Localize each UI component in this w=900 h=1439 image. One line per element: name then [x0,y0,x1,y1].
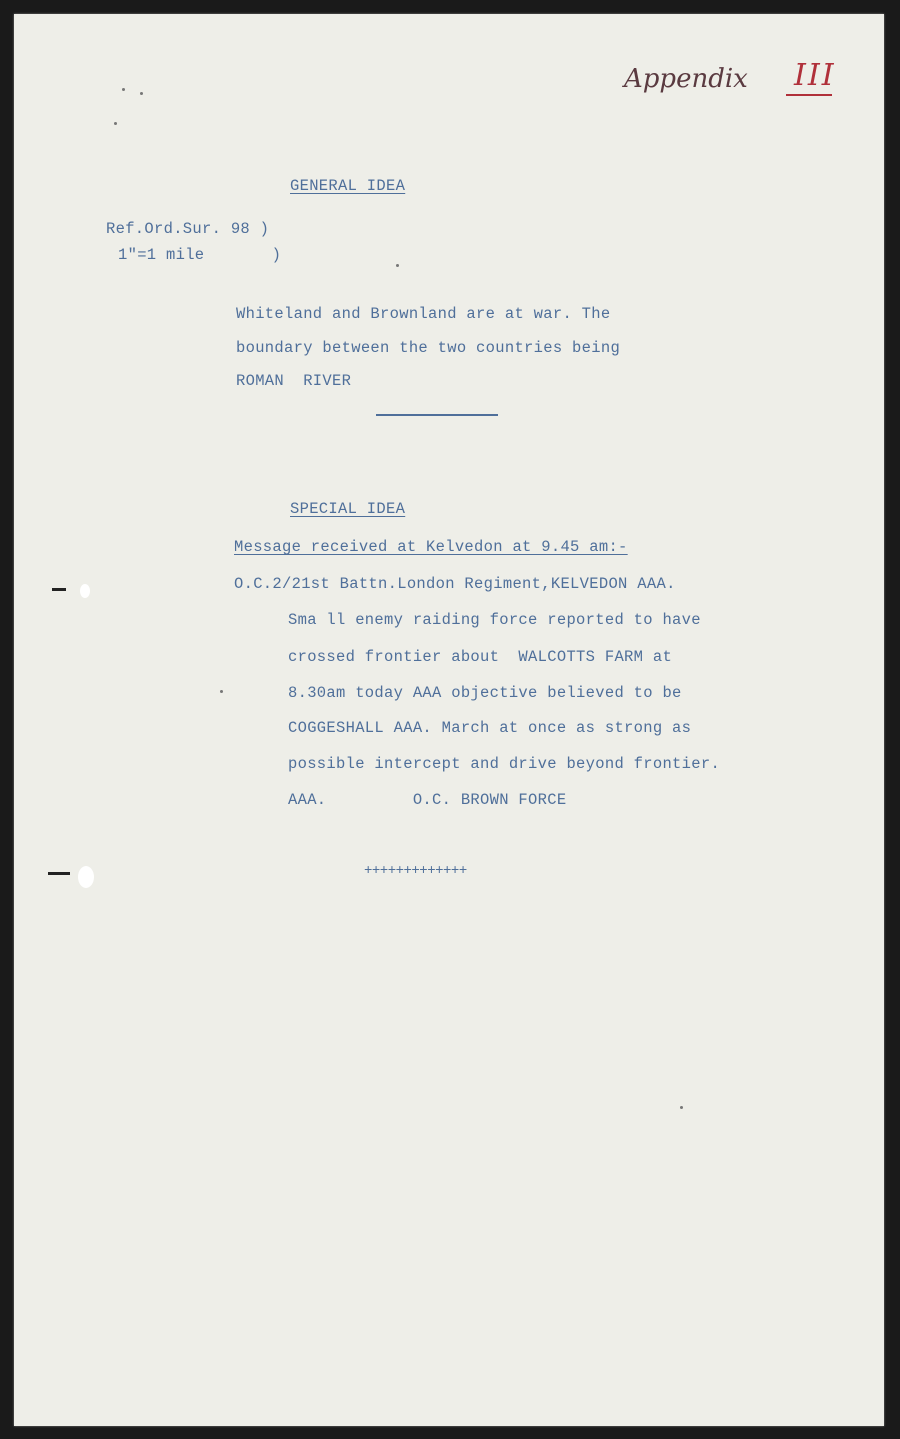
message-line-7: AAA. O.C. BROWN FORCE [288,791,567,809]
map-reference-line-1: Ref.Ord.Sur. 98 ) [106,220,270,238]
message-line-1: O.C.2/21st Battn.London Regiment,KELVEDON AAA. [234,575,676,593]
document-page [14,14,884,1426]
message-intro: Message received at Kelvedon at 9.45 am:- [234,538,628,556]
general-idea-line-1: Whiteland and Brownland are at war. The [236,305,611,323]
map-reference-line-2: 1"=1 mile ) [118,246,282,264]
binder-mark [52,588,66,591]
appendix-annotation: Appendix [624,64,748,94]
punch-hole [80,584,90,598]
general-idea-heading: GENERAL IDEA [290,177,406,195]
appendix-number: III [794,58,836,93]
punch-hole [78,866,94,888]
message-line-3: crossed frontier about WALCOTTS FARM at [288,648,673,666]
message-line-6: possible intercept and drive beyond frontier. [288,755,721,773]
binder-mark [48,872,70,875]
paper-speck [140,92,143,95]
end-marker: +++++++++++++ [364,863,467,879]
general-idea-line-2: boundary between the two countries being [236,339,621,357]
paper-speck [396,264,399,267]
message-line-5: COGGESHALL AAA. March at once as strong as [288,719,692,737]
message-line-4: 8.30am today AAA objective believed to be [288,684,682,702]
appendix-underline [786,94,832,96]
message-line-2: Sma ll enemy raiding force reported to have [288,611,701,629]
paper-speck [680,1106,683,1109]
paper-speck [114,122,117,125]
paper-speck [220,690,223,693]
special-idea-heading: SPECIAL IDEA [290,500,406,518]
general-idea-line-3: ROMAN RIVER [236,372,352,390]
paper-speck [122,88,125,91]
section-divider [376,414,498,416]
